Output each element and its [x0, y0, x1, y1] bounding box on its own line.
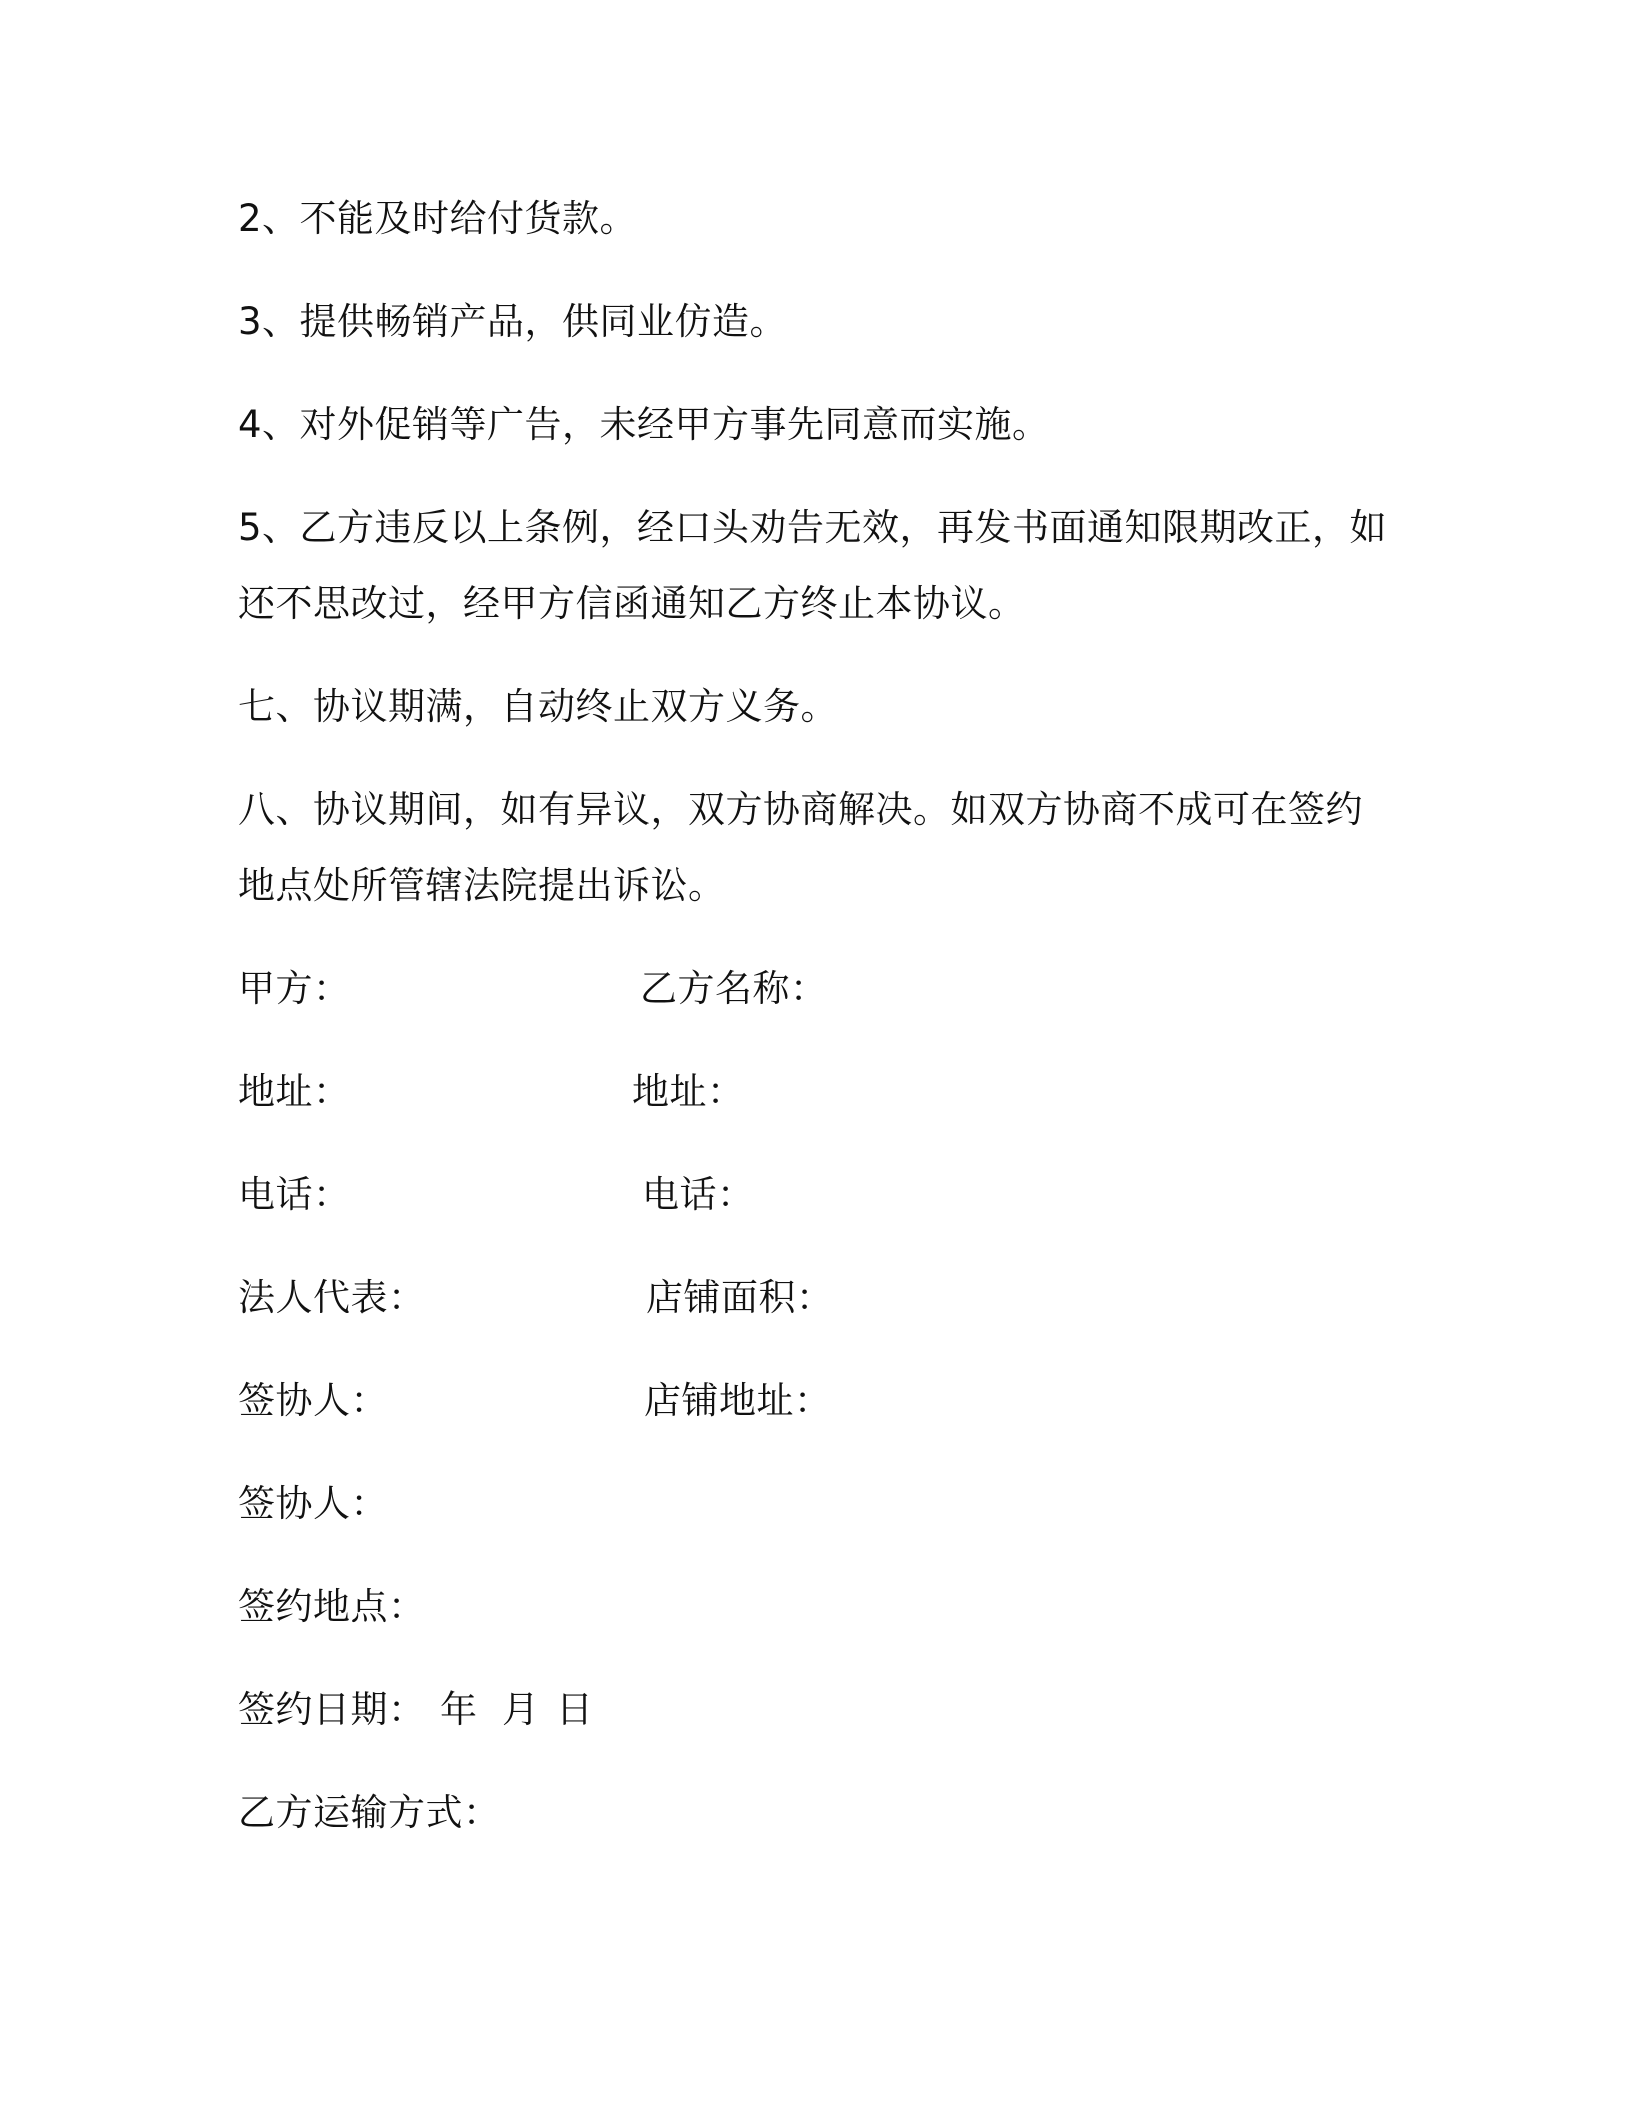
signing-date-day: 日	[556, 1688, 594, 1731]
clause-5-line-2: 还不思改过，经甲方信函通知乙方终止本协议。	[238, 582, 1026, 625]
party-b-shop-address-label: 店铺地址：	[644, 1379, 832, 1422]
party-b-address-label: 地址：	[632, 1070, 745, 1113]
clause-eight-line-1: 八、协议期间，如有异议，双方协商解决。如双方协商不成可在签约	[238, 788, 1363, 831]
clause-4: 4、对外促销等广告，未经甲方事先同意而实施。	[238, 403, 1050, 446]
party-a-phone-label: 电话：	[238, 1173, 351, 1216]
signer-2-label: 签协人：	[238, 1482, 388, 1525]
signing-date-label: 签约日期：	[238, 1688, 426, 1731]
clause-seven: 七、协议期满，自动终止双方义务。	[238, 685, 838, 728]
transport-method-label: 乙方运输方式：	[238, 1791, 501, 1834]
signing-date-month: 月	[502, 1688, 540, 1731]
clause-5-line-1: 5、乙方违反以上条例，经口头劝告无效，再发书面通知限期改正，如	[238, 506, 1388, 549]
party-b-phone-label: 电话：	[642, 1173, 755, 1216]
party-b-shop-area-label: 店铺面积：	[646, 1276, 834, 1319]
party-a-address-label: 地址：	[238, 1070, 351, 1113]
clause-eight-line-2: 地点处所管辖法院提出诉讼。	[238, 864, 726, 907]
signing-place-label: 签约地点：	[238, 1585, 426, 1628]
party-a-name-label: 甲方：	[238, 967, 351, 1010]
signing-date-year: 年	[440, 1688, 478, 1731]
clause-2: 2、不能及时给付货款。	[238, 197, 638, 240]
party-a-legal-rep-label: 法人代表：	[238, 1276, 426, 1319]
clause-3: 3、提供畅销产品，供同业仿造。	[238, 300, 788, 343]
party-a-signer-label: 签协人：	[238, 1379, 388, 1422]
party-b-name-label: 乙方名称：	[640, 967, 828, 1010]
